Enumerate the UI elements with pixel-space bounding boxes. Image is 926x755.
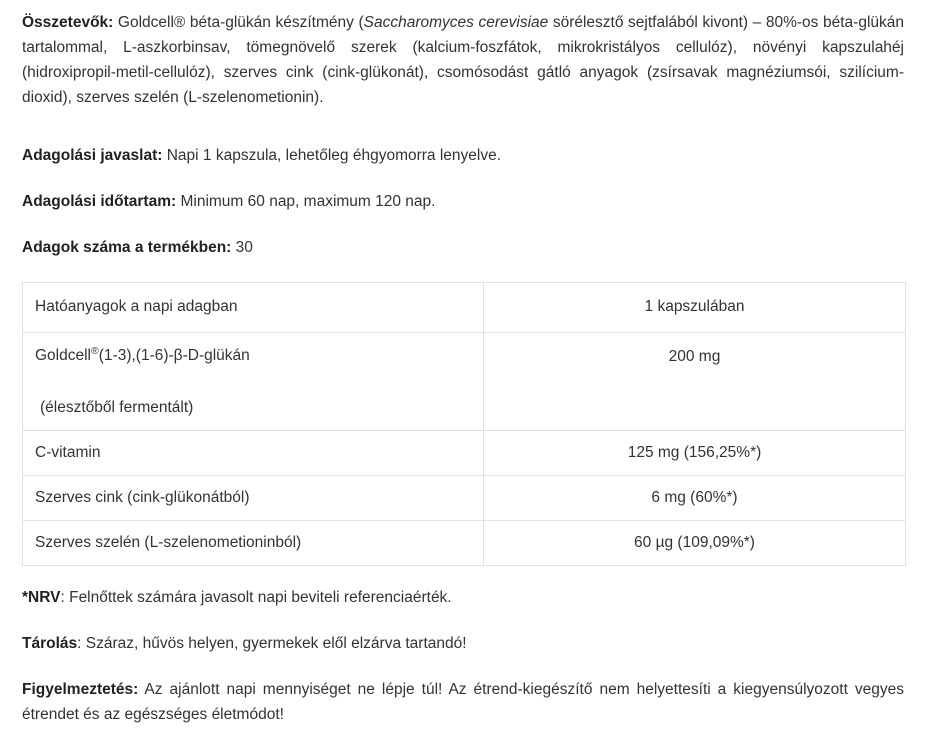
table-head (23, 283, 906, 332)
warning-value: Az ajánlott napi mennyiséget ne lépje túl! Az étrend-kiegészítő nem helyettesíti a kiegyensúlyozott vegyes étrendet és az egészséges életmódot! (22, 680, 904, 723)
ingredient-name-prefix: Goldcell (35, 346, 91, 364)
table-row (23, 430, 906, 475)
table-cell-ingredient (23, 332, 484, 430)
ingredient-subline: (élesztőből fermentált) (40, 398, 194, 416)
table-cell-ingredient: C-vitamin (23, 430, 484, 475)
dosage-suggestion-label: Adagolási javaslat: (22, 147, 163, 165)
table-header-row (23, 283, 906, 332)
servings-paragraph (22, 236, 904, 260)
ingredients-label: Összetevők: (22, 14, 114, 31)
servings-value: 30 (231, 239, 253, 257)
ingredients-text-part1: Goldcell® béta-glükán készítmény ( (113, 14, 364, 31)
table-row (23, 520, 906, 565)
storage-value: : Száraz, hűvös helyen, gyermekek elől elzárva tartandó! (77, 634, 467, 652)
servings-label: Adagok száma a termékben: (22, 239, 232, 257)
registered-mark-icon: ® (91, 344, 99, 357)
dosage-suggestion-paragraph (22, 144, 904, 168)
table-cell-amount: 60 µg (109,09%*) (484, 520, 906, 565)
ingredients-text-part2: sörélesztő sejtfalából kivont) – 80%-os béta-glükán tartalommal, L-aszkorbinsav, tömegnövelő szerek (kalcium-foszfátok, mikrokristályos cellulóz), növényi kapszulahéj (hidroxipropil-metil-cellulóz), szerves cink (cink-glükonát), csomósodást gátló anyagok (zsírsavak magnéziumsói, szilícium-dioxid), szerves szelén (L-szelenometionin). (22, 14, 904, 107)
table-header-amount: 1 kapszulában (484, 283, 906, 332)
storage-paragraph (22, 632, 904, 656)
table-cell-amount: 200 mg (484, 332, 906, 430)
ingredient-name-suffix: (1-3),(1-6)-β-D-glükán (98, 346, 250, 364)
ingredients-latin-name: Saccharomyces cerevisiae (363, 14, 549, 31)
dosage-duration-label: Adagolási időtartam: (22, 193, 177, 211)
table-row (23, 475, 906, 520)
table-row (23, 332, 906, 430)
nrv-note-label: *NRV (22, 588, 61, 606)
table-cell-ingredient: Szerves szelén (L-szelenometioninból) (23, 520, 484, 565)
warning-label: Figyelmeztetés: (22, 680, 139, 698)
ingredients-paragraph (22, 10, 904, 110)
table-cell-amount: 6 mg (60%*) (484, 475, 906, 520)
table-cell-amount: 125 mg (156,25%*) (484, 430, 906, 475)
active-ingredients-table (22, 282, 906, 565)
dosage-duration-value: Minimum 60 nap, maximum 120 nap. (176, 193, 436, 211)
table-header-ingredient: Hatóanyagok a napi adagban (23, 283, 484, 332)
dosage-suggestion-value: Napi 1 kapszula, lehetőleg éhgyomorra lenyelve. (162, 147, 502, 165)
storage-label: Tárolás (22, 634, 78, 652)
table-body (23, 332, 906, 565)
nrv-note-paragraph (22, 586, 904, 610)
dosage-duration-paragraph (22, 190, 904, 214)
warning-paragraph (22, 678, 904, 728)
nrv-note-value: : Felnőttek számára javasolt napi beviteli referenciaérték. (60, 588, 452, 606)
table-cell-ingredient: Szerves cink (cink-glükonátból) (23, 475, 484, 520)
